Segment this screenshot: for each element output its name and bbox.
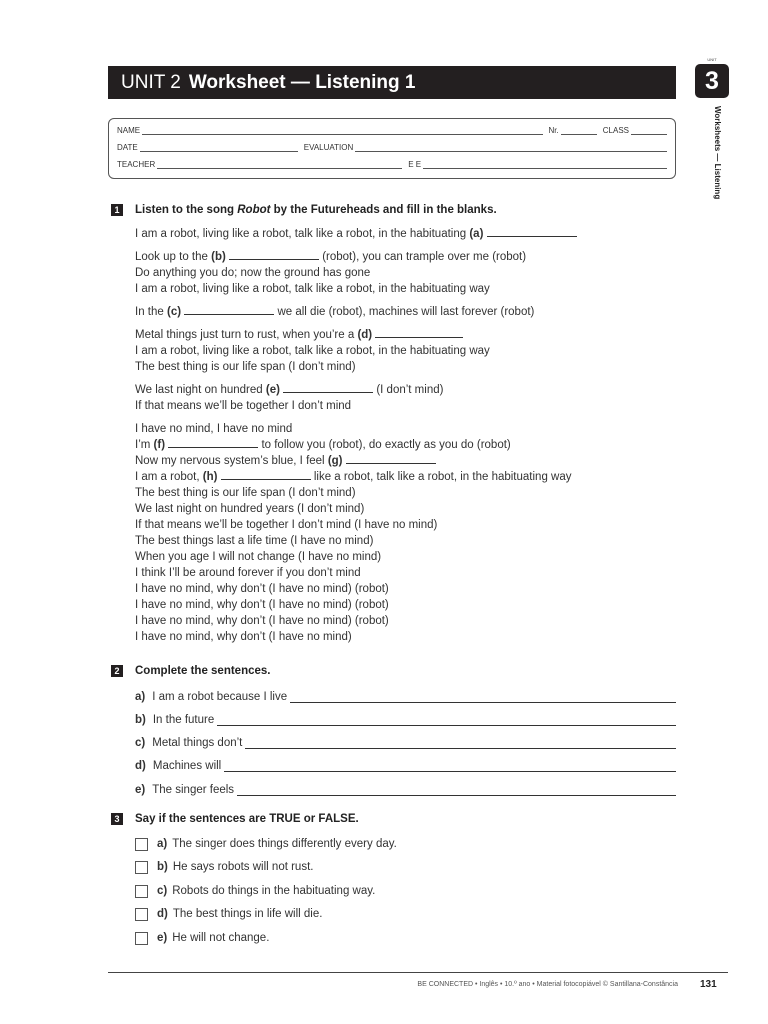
lyric-line: If that means we’ll be together I don’t mind (I have no mind) [135, 519, 438, 531]
blank-d[interactable] [375, 327, 463, 338]
answer-line-b[interactable] [217, 715, 676, 726]
answer-line-a[interactable] [290, 692, 676, 703]
sentence-b: b) In the future [135, 712, 676, 726]
section-1-instruction: Listen to the song Robot by the Futureheads and fill in the blanks. [135, 204, 497, 216]
tf-item-d: d) The best things in life will die. [135, 906, 322, 922]
lyric-line: In the (c) we all die (robot), machines will last forever (robot) [135, 306, 535, 318]
lyric-line: Look up to the (b) (robot), you can trample over me (robot) [135, 251, 527, 263]
unit-tab-label: UNIT [707, 57, 717, 62]
unit-label: UNIT 2 [121, 71, 181, 93]
class-label: CLASS [602, 126, 629, 135]
section-2-number: 2 [111, 665, 123, 677]
blank-e[interactable] [283, 382, 373, 393]
nr-field[interactable] [561, 126, 597, 135]
evaluation-label: EVALUATION [303, 143, 354, 152]
sentence-c: c) Metal things don’t [135, 735, 676, 749]
teacher-label: TEACHER [117, 160, 156, 169]
tf-item-b: b) He says robots will not rust. [135, 859, 313, 875]
answer-line-d[interactable] [224, 761, 676, 772]
section-3-number: 3 [111, 813, 123, 825]
tf-item-c: c) Robots do things in the habituating way. [135, 883, 375, 899]
name-label: NAME [117, 126, 141, 135]
tf-item-a: a) The singer does things differently every day. [135, 836, 397, 852]
blank-b[interactable] [229, 249, 319, 260]
teacher-field[interactable] [157, 160, 402, 169]
lyric-line: I have no mind, I have no mind [135, 423, 293, 435]
blank-c[interactable] [184, 304, 274, 315]
class-field[interactable] [631, 126, 667, 135]
teacher-row [117, 157, 667, 169]
nr-label: Nr. [548, 126, 559, 135]
sentence-a: a) I am a robot because I live [135, 689, 676, 703]
ee-label: E E [408, 160, 422, 169]
section-2-heading [111, 665, 270, 677]
tf-item-e: e) He will not change. [135, 930, 269, 946]
lyric-line: I have no mind, why don’t (I have no mind) [135, 631, 352, 643]
date-label: DATE [117, 143, 138, 152]
lyric-line: Metal things just turn to rust, when you’re a (d) [135, 327, 685, 343]
date-row [117, 140, 667, 152]
answer-line-e[interactable] [237, 785, 676, 796]
lyric-line: When you age I will not change (I have no mind) [135, 551, 382, 563]
lyric-line: I think I’ll be around forever if you don’t mind [135, 567, 361, 579]
lyric-line: I’m (f) to follow you (robot), do exactly as you do (robot) [135, 439, 511, 451]
answer-line-c[interactable] [245, 738, 676, 749]
blank-g[interactable] [346, 453, 436, 464]
song-lyrics [135, 226, 685, 645]
lyric-line: We last night on hundred (e) (I don’t mind) [135, 384, 444, 396]
page-number: 131 [700, 979, 717, 990]
lyric-line: The best things last a life time (I have no mind) [135, 535, 374, 547]
lyric-line: I am a robot, living like a robot, talk like a robot, in the habituating way [135, 283, 490, 295]
lyric-line: I am a robot, (h) like a robot, talk like a robot, in the habituating way [135, 471, 572, 483]
lyric-line: I am a robot, living like a robot, talk like a robot, in the habituating way [135, 345, 490, 357]
lyric-line: We last night on hundred years (I don’t mind) [135, 503, 365, 515]
blank-f[interactable] [168, 437, 258, 448]
section-1-number: 1 [111, 204, 123, 216]
student-info-box [108, 118, 676, 179]
blank-a[interactable] [487, 226, 577, 237]
lyric-line: Do anything you do; now the ground has gone [135, 267, 371, 279]
section-3-instruction: Say if the sentences are TRUE or FALSE. [135, 813, 359, 825]
tf-checkbox-a[interactable] [135, 838, 148, 851]
name-field[interactable] [142, 126, 542, 135]
tf-checkbox-b[interactable] [135, 861, 148, 874]
unit-header [108, 66, 676, 99]
lyric-line: If that means we’ll be together I don’t mind [135, 400, 352, 412]
section-3-heading [111, 813, 359, 825]
ee-field[interactable] [423, 160, 667, 169]
footer-credit: BE CONNECTED • Inglês • 10.º ano • Material fotocopiável © Santillana-Constância [417, 981, 678, 988]
side-label: Worksheets — Listening [713, 106, 722, 200]
name-row [117, 123, 667, 135]
blank-h[interactable] [221, 469, 311, 480]
lyric-line: The best thing is our life span (I don’t mind) [135, 361, 356, 373]
worksheet-title: Worksheet — Listening 1 [188, 71, 416, 93]
lyric-line: I have no mind, why don’t (I have no mind) (robot) [135, 599, 389, 611]
lyric-line: The best thing is our life span (I don’t mind) [135, 487, 356, 499]
lyric-line: I am a robot, living like a robot, talk like a robot, in the habituating (a) [135, 226, 685, 242]
sentence-e: e) The singer feels [135, 782, 676, 796]
tf-checkbox-c[interactable] [135, 885, 148, 898]
lyric-line: Now my nervous system’s blue, I feel (g) [135, 453, 685, 469]
section-2-instruction: Complete the sentences. [135, 665, 271, 677]
lyric-line: I have no mind, why don’t (I have no mind) (robot) [135, 583, 389, 595]
section-1-heading [111, 204, 497, 216]
tf-checkbox-e[interactable] [135, 932, 148, 945]
lyric-line: I have no mind, why don’t (I have no mind) (robot) [135, 615, 389, 627]
sentence-d: d) Machines will [135, 758, 676, 772]
unit-number: 3 [695, 64, 729, 98]
date-field[interactable] [140, 143, 298, 152]
unit-tab [695, 55, 729, 98]
footer-divider [108, 972, 728, 973]
tf-checkbox-d[interactable] [135, 908, 148, 921]
evaluation-field[interactable] [355, 143, 667, 152]
